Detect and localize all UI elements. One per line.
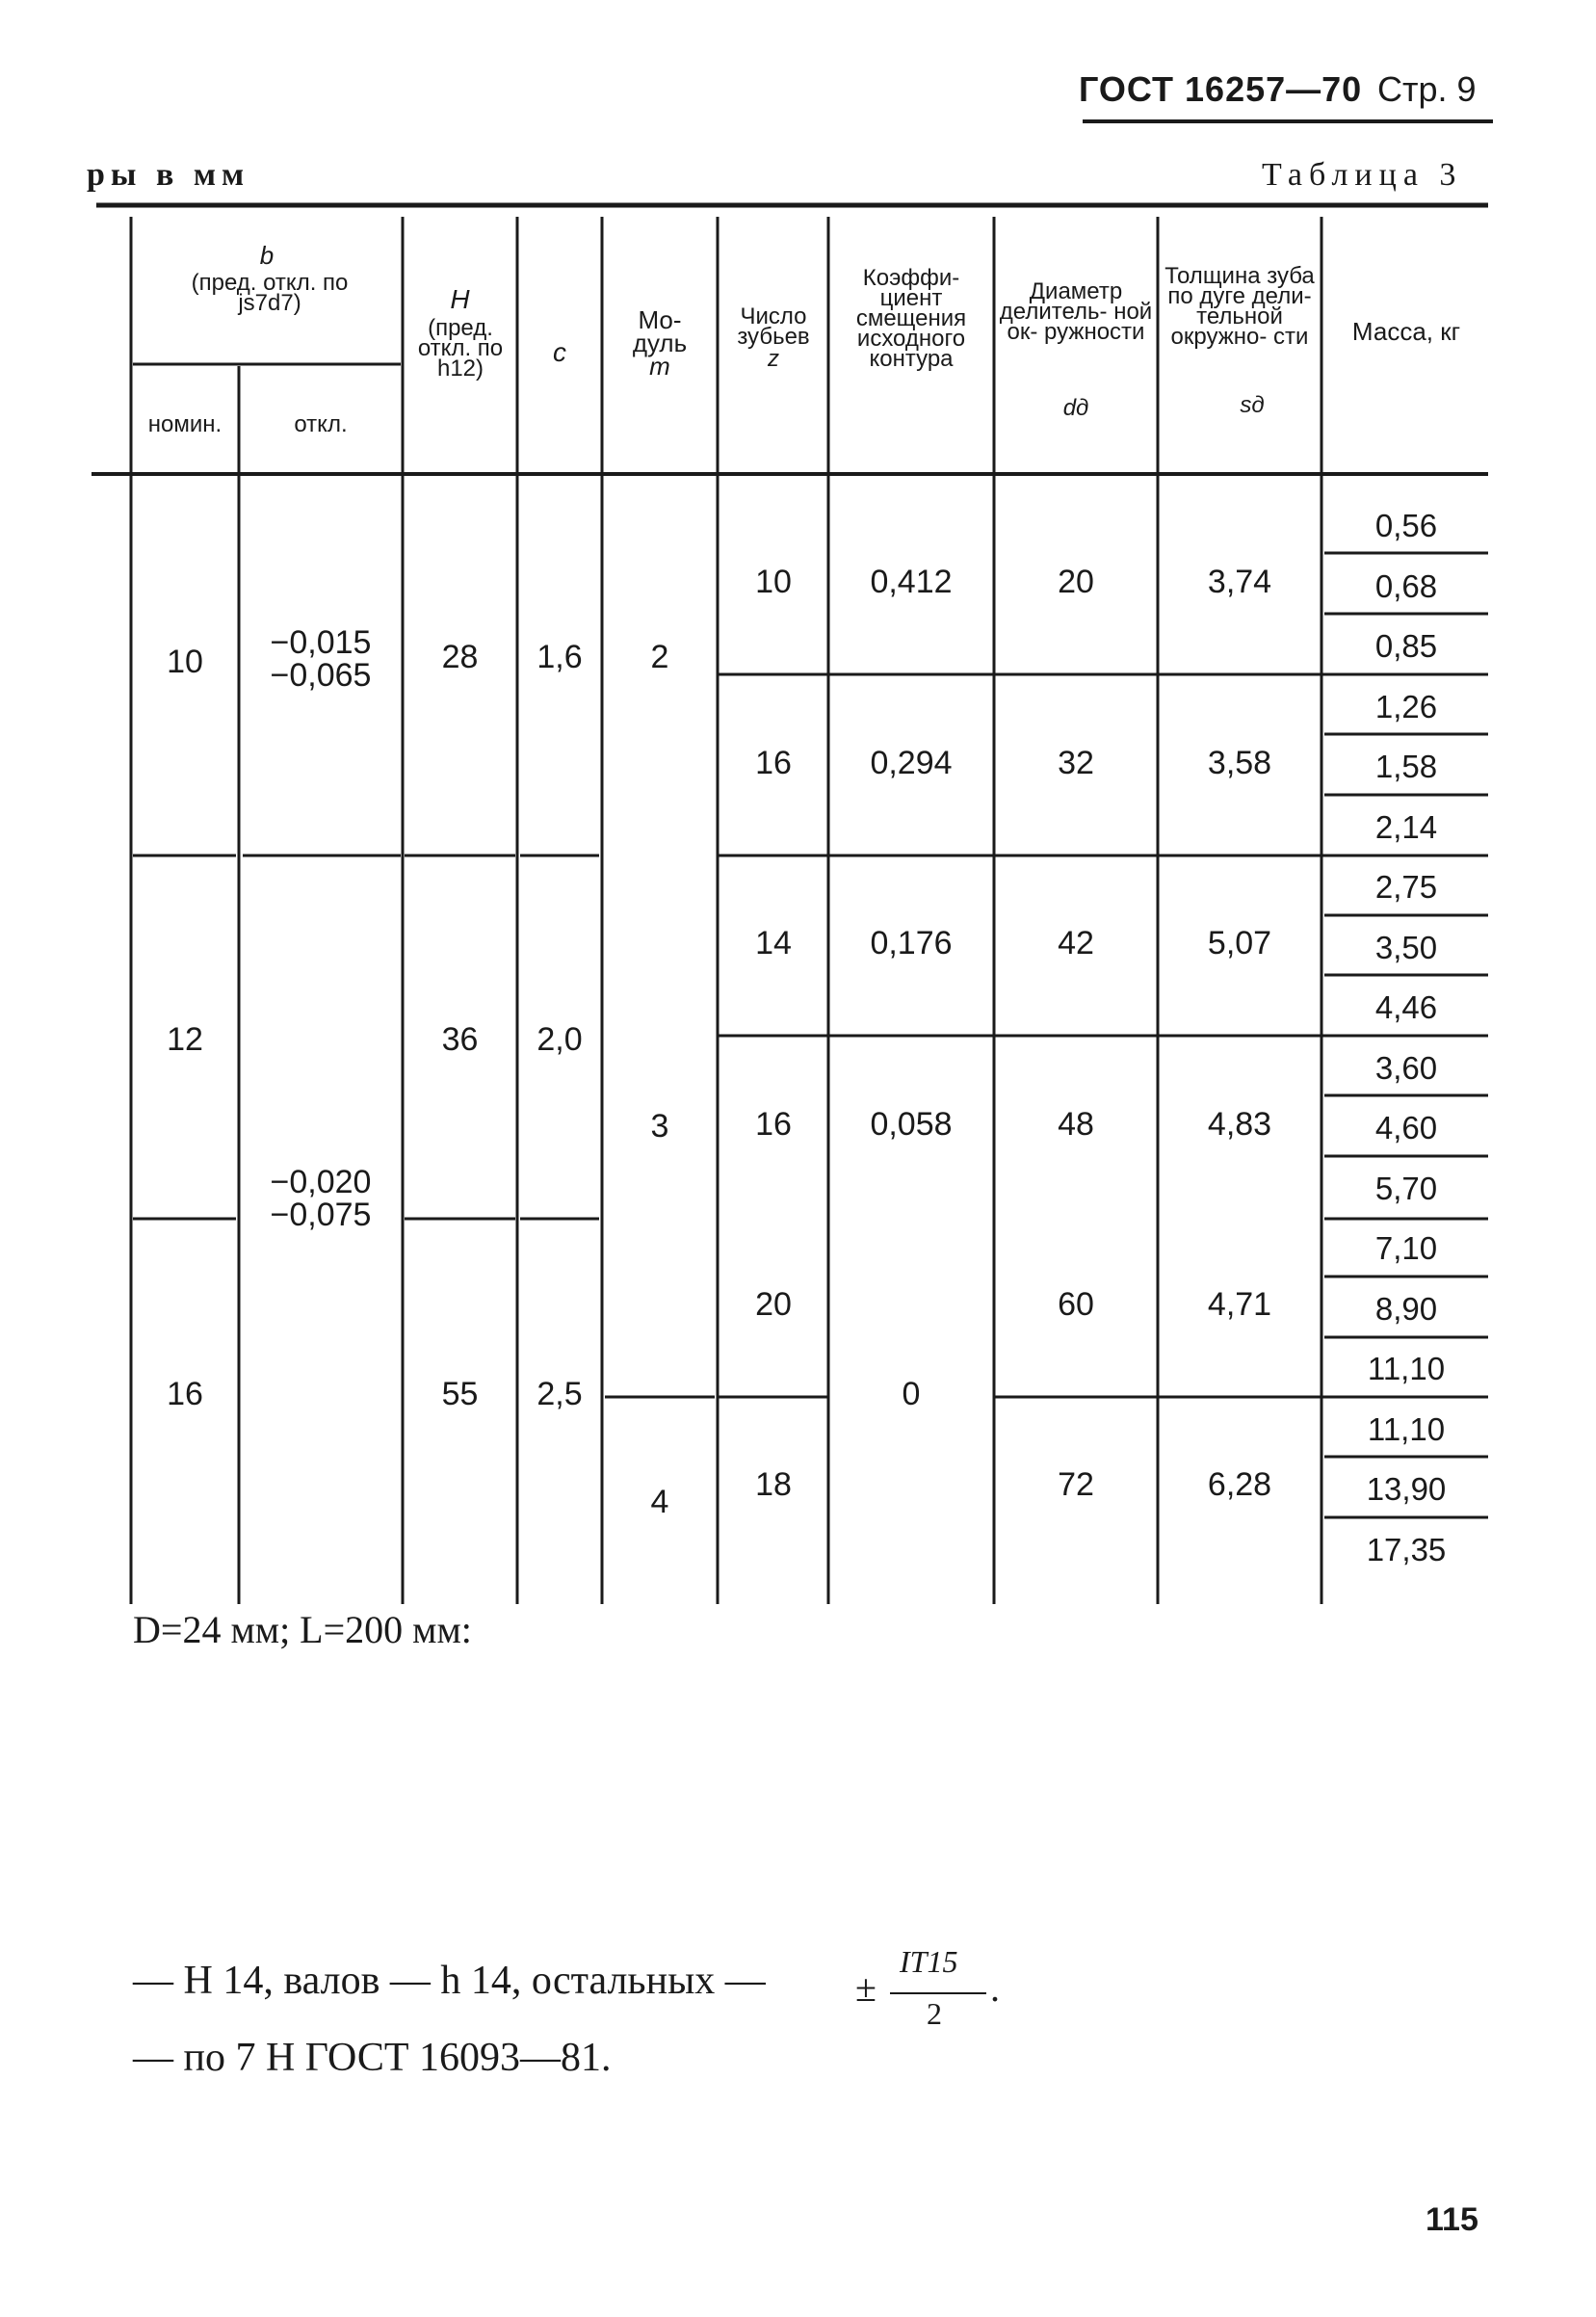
mass-cell: 17,35 — [1366, 1532, 1447, 1567]
mass-cell: 0,56 — [1374, 508, 1438, 543]
teeth-cell: 16 — [755, 745, 792, 781]
mass-cell: 1,26 — [1374, 689, 1438, 724]
b-deviation-lower: −0,075 — [270, 1197, 372, 1233]
header-b-tolerance: (пред. откл. по js7d7) — [191, 270, 349, 316]
header-H-symbol: H — [450, 284, 470, 314]
dimensions-line: D=24 мм; L=200 мм: — [133, 1608, 472, 1651]
shift-coefficient-cell: 0,176 — [870, 925, 953, 961]
mass-cell: 4,46 — [1374, 989, 1438, 1025]
header-teeth: Число зубьев — [737, 303, 810, 350]
header-b-symbol: b — [259, 241, 275, 270]
b-deviation-upper: −0,020 — [270, 1164, 372, 1200]
fraction-bar — [890, 1992, 986, 1994]
tooth-thickness-cell: 6,28 — [1207, 1466, 1272, 1503]
page-number: 115 — [1426, 2201, 1478, 2238]
mass-cell: 2,14 — [1374, 809, 1438, 845]
header-H-tolerance: (пред. откл. по h12) — [417, 315, 504, 382]
table-label: Таблица 3 — [1262, 157, 1463, 193]
header-pitch-diameter: Диаметр делитель- ной ок- ружности — [999, 278, 1153, 345]
module-cell: 3 — [650, 1108, 669, 1145]
standard-number: ГОСТ 16257—70 — [1079, 69, 1363, 109]
teeth-cell: 16 — [755, 1106, 792, 1143]
header-tooth-thickness: Толщина зуба по дуге дели- тельной окружно- сти — [1164, 263, 1315, 350]
H-cell: 36 — [441, 1021, 479, 1058]
b-nominal-cell: 10 — [167, 644, 203, 680]
page-label: Стр. 9 — [1377, 69, 1477, 109]
tooth-thickness-cell: 4,83 — [1207, 1106, 1272, 1143]
pitch-diameter-cell: 42 — [1058, 925, 1094, 961]
shift-coefficient-cell: 0,412 — [870, 564, 953, 600]
module-cell: 2 — [650, 639, 669, 675]
header-mass: Масса, кг — [1351, 317, 1461, 346]
teeth-cell: 18 — [755, 1466, 792, 1503]
tooth-thickness-cell: 5,07 — [1207, 925, 1272, 961]
header-module: Мо- дуль — [632, 305, 688, 357]
mass-cell: 2,75 — [1374, 869, 1438, 905]
H-cell: 28 — [441, 639, 479, 675]
b-nominal-cell: 16 — [167, 1376, 203, 1412]
tooth-thickness-cell: 3,58 — [1207, 745, 1272, 781]
pitch-diameter-cell: 60 — [1058, 1286, 1094, 1323]
header-c: c — [553, 337, 566, 367]
mass-cell: 1,58 — [1374, 749, 1438, 784]
fraction-numerator: IT15 — [900, 1944, 958, 1979]
H-cell: 55 — [441, 1376, 479, 1412]
mass-cell: 13,90 — [1366, 1471, 1447, 1507]
mass-cell: 3,60 — [1374, 1050, 1438, 1086]
b-deviation-upper: −0,015 — [270, 624, 372, 661]
mass-cell: 11,10 — [1367, 1351, 1446, 1386]
pitch-diameter-cell: 32 — [1058, 745, 1094, 781]
teeth-cell: 10 — [755, 564, 792, 600]
header-module-symbol: m — [649, 352, 670, 381]
shift-coefficient-cell: 0 — [902, 1376, 921, 1412]
pitch-diameter-cell: 48 — [1058, 1106, 1094, 1143]
mass-cell: 8,90 — [1374, 1291, 1438, 1327]
pitch-diameter-cell: 72 — [1058, 1466, 1094, 1503]
mass-cell: 7,10 — [1374, 1230, 1438, 1266]
b-nominal-cell: 12 — [167, 1021, 203, 1058]
units-caption: ры в мм — [87, 157, 250, 193]
c-cell: 2,5 — [536, 1376, 583, 1412]
fraction-denominator: 2 — [927, 1996, 942, 2031]
mass-cell: 3,50 — [1374, 930, 1438, 965]
header-teeth-symbol: z — [768, 346, 779, 372]
shift-coefficient-cell: 0,294 — [870, 745, 953, 781]
b-deviation-lower: −0,065 — [270, 657, 372, 694]
teeth-cell: 14 — [755, 925, 792, 961]
module-cell: 4 — [650, 1484, 669, 1520]
c-cell: 2,0 — [536, 1021, 583, 1058]
tooth-thickness-cell: 3,74 — [1207, 564, 1272, 600]
footnote-tolerances: — H 14, валов — h 14, остальных — — [133, 1959, 766, 2003]
pitch-diameter-cell: 20 — [1058, 564, 1094, 600]
header-b-nominal: номин. — [147, 411, 222, 437]
tooth-thickness-cell: 4,71 — [1207, 1286, 1272, 1323]
header-tooth-thickness-symbol: sд — [1240, 392, 1265, 418]
header-shift-coefficient: Коэффи- циент смещения исходного контура — [855, 265, 967, 372]
mass-cell: 5,70 — [1374, 1171, 1438, 1206]
mass-cell: 4,60 — [1374, 1110, 1438, 1145]
mass-cell: 0,68 — [1374, 568, 1438, 604]
mass-cell: 0,85 — [1374, 628, 1438, 664]
header-pitch-diameter-symbol: dд — [1062, 395, 1089, 421]
fraction-period: . — [990, 1966, 1000, 2010]
header-b-deviation: откл. — [294, 411, 348, 437]
plus-minus-sign: ± — [855, 1966, 876, 2010]
teeth-cell: 20 — [755, 1286, 792, 1323]
c-cell: 1,6 — [536, 639, 583, 675]
footnote-thread: — по 7 H ГОСТ 16093—81. — [133, 2036, 612, 2080]
mass-cell: 11,10 — [1367, 1411, 1446, 1447]
shift-coefficient-cell: 0,058 — [870, 1106, 953, 1143]
